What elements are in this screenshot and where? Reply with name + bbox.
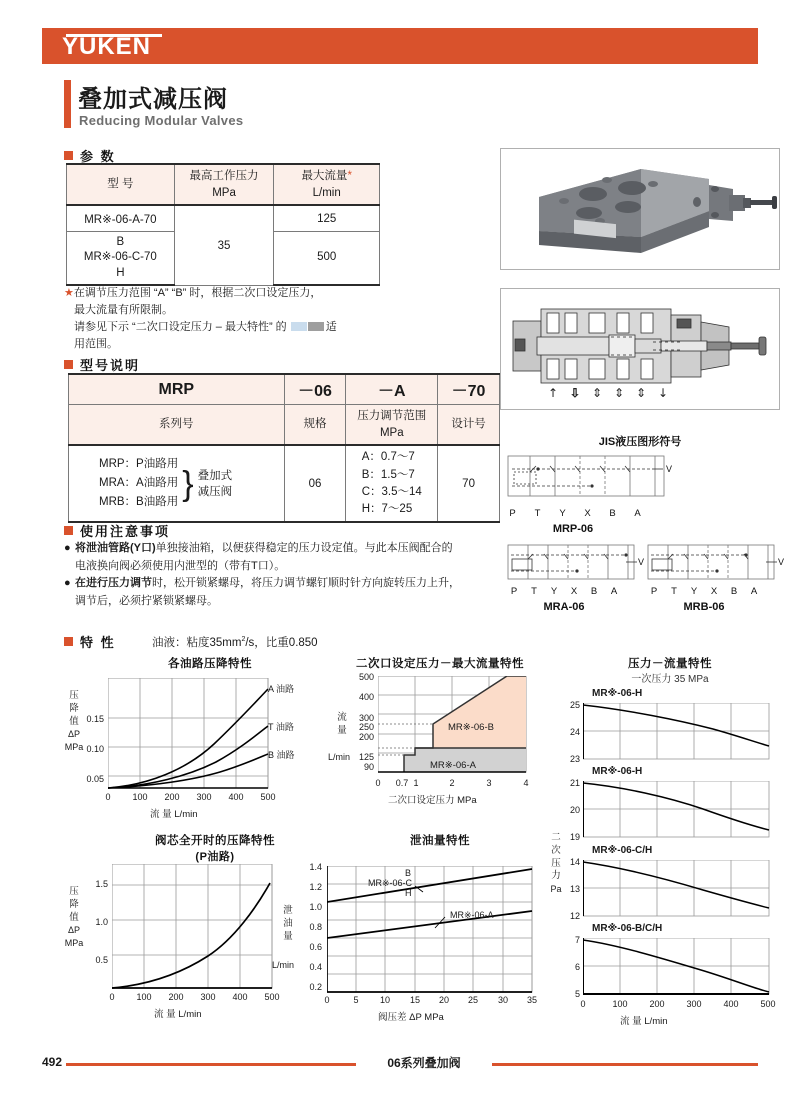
chart-8-xtick-300: 300 — [686, 999, 702, 1009]
param-footnote — [64, 285, 400, 353]
svg-text:⇩: ⇩ — [569, 386, 581, 400]
port-y: Y — [559, 508, 566, 519]
oil-note-sup: 2 — [241, 636, 246, 644]
chart-title-2: 二次口设定压力－最大流量特性 — [356, 658, 524, 670]
chart-1-label-b: B 油路 — [268, 750, 295, 760]
chart-4-xtick-0: 0 — [324, 995, 330, 1005]
chart-7-ytick-13: 13 — [569, 884, 580, 894]
chart-title-4: 泄油量特性 — [410, 835, 470, 847]
cutaway-diagram-frame — [500, 288, 780, 410]
chart-right-ylabel: 二 次 压 力 Pa — [550, 832, 562, 895]
model-design-value: 70 — [438, 445, 500, 522]
svg-text:↓: ↓ — [657, 386, 669, 400]
symbol-mrp-ports — [500, 508, 650, 519]
chart-8-xtick-400: 400 — [723, 999, 739, 1009]
model-code-range: －A — [346, 374, 438, 405]
chart-3-ytick-05: 0.5 — [95, 955, 108, 965]
chart-2-ylabel: 流 量 — [337, 712, 347, 736]
footnote-line-2: 最大流量有所限制。 — [74, 304, 173, 317]
svg-text:V: V — [778, 557, 785, 567]
chart-4-xtick-5: 5 — [353, 995, 359, 1005]
chart-4-xtick-35: 35 — [526, 995, 537, 1005]
bullet-icon: ● — [64, 542, 71, 554]
symbol-mra-06 — [500, 540, 648, 588]
chart-2-ytick-90: 90 — [363, 762, 374, 772]
chart-pressure-flow-sub: 一次压力 35 MPa — [631, 674, 709, 685]
symbol-caption-mrp: MRP-06 — [552, 523, 594, 535]
chart-5-ytick-23: 23 — [569, 754, 580, 764]
param-th-flow-unit: L/min — [312, 186, 341, 199]
param-flow-bch: 500 — [274, 231, 380, 285]
chart-8-xtick-0: 0 — [580, 999, 586, 1009]
port-p: P — [510, 586, 518, 597]
list-item: B：1.5～7 — [361, 468, 415, 481]
parameter-table — [66, 163, 380, 286]
chart-3-xtick-500: 500 — [264, 992, 280, 1002]
chart-1-xtick-200: 200 — [164, 792, 180, 802]
chart-title-pressure-flow: 压力－流量特性 — [628, 658, 712, 670]
param-model-b: B — [116, 235, 125, 248]
port-b: B — [590, 586, 598, 597]
chart-4-label-h: H — [405, 888, 412, 898]
chart-6-ytick-19: 19 — [569, 832, 580, 842]
chart-4-xlabel: 阀压差 ΔP MPa — [378, 1012, 444, 1023]
section-heading-params: 参 数 — [64, 146, 116, 165]
param-th-model: 型 号 — [67, 164, 175, 205]
chart-4-plot — [327, 866, 542, 998]
jis-symbol-title: JIS液压图形符号 — [598, 436, 682, 448]
svg-text:⇕: ⇕ — [613, 386, 625, 400]
symbol-caption-mrb: MRB-06 — [683, 601, 725, 613]
chart-8-ytick-7: 7 — [574, 935, 580, 945]
chart-3-ytick-15: 1.5 — [95, 879, 108, 889]
footnote-text-3a: 请参见下示 “二次口设定压力 – 最大特性” 的 — [74, 321, 287, 334]
chart-3-xtick-300: 300 — [200, 992, 216, 1002]
star-icon: ★ — [64, 287, 74, 299]
chart-5-label: MR※-06-H — [592, 688, 643, 699]
chart-8-label: MR※-06-B/C/H — [592, 923, 663, 934]
series-tag-line2: 减压阀 — [197, 485, 233, 498]
symbol-mrb-06 — [640, 540, 788, 588]
svg-text:V: V — [666, 464, 673, 474]
param-flow-a: 125 — [274, 205, 380, 231]
usage-2-bold-a: 在进行 — [75, 577, 108, 590]
legend-swatch-b — [308, 322, 324, 331]
model-code-design: －70 — [438, 374, 500, 405]
chart-4-ytick-10: 1.0 — [309, 902, 322, 912]
chart-1-xtick-500: 500 — [260, 792, 276, 802]
usage-note-2 — [64, 575, 494, 610]
port-b: B — [730, 586, 738, 597]
section-heading-characteristics: 特 性 — [64, 632, 116, 651]
chart-8-ytick-5: 5 — [574, 989, 580, 999]
footnote-text-1: 在调节压力范围 “A” “B” 时，根据二次口设定压力， — [73, 287, 322, 299]
chart-7-plot — [583, 860, 778, 920]
chart-1-xtick-100: 100 — [132, 792, 148, 802]
chart-2-xlabel: 二次口设定压力 MPa — [388, 795, 477, 806]
section-heading-usage: 使用注意事项 — [64, 521, 170, 540]
port-b: B — [609, 508, 616, 519]
chart-1-label-a: A 油路 — [268, 684, 295, 694]
port-p: P — [509, 508, 516, 519]
chart-6-ytick-20: 20 — [569, 805, 580, 815]
chart-4-ytick-06: 0.6 — [309, 942, 322, 952]
footer-title: 06系列叠加阀 — [387, 1056, 461, 1070]
chart-3-xtick-400: 400 — [232, 992, 248, 1002]
chart-2-xtick-1: 1 — [413, 778, 419, 788]
chart-4-ytick-08: 0.8 — [309, 922, 322, 932]
chart-2-yunit: L/min — [328, 752, 351, 762]
chart-6-ytick-21: 21 — [569, 778, 580, 788]
symbol-mrp-06 — [500, 450, 680, 510]
series-tag-line1: 叠加式 — [197, 469, 233, 482]
symbol-mrb-ports — [644, 586, 764, 597]
chart-4-xtick-20: 20 — [438, 995, 449, 1005]
chart-2-xtick-3: 3 — [486, 778, 492, 788]
chart-4-ytick-14: 1.4 — [309, 862, 322, 872]
chart-1-xtick-400: 400 — [228, 792, 244, 802]
model-label-range-unit: MPa — [379, 426, 404, 439]
list-item: A：0.7～7 — [361, 451, 415, 464]
param-model-a: MR※-06-A-70 — [67, 205, 175, 231]
chart-1-xtick-0: 0 — [105, 792, 111, 802]
chart-2-ytick-500: 500 — [358, 672, 374, 682]
model-code-size: －06 — [284, 374, 346, 405]
chart-5-ytick-24: 24 — [569, 727, 580, 737]
port-t: T — [671, 586, 677, 597]
svg-text:↑: ↑ — [547, 386, 559, 400]
chart-4-label-c: MR※-06-C — [368, 878, 413, 888]
chart-4-xtick-30: 30 — [497, 995, 508, 1005]
model-label-design: 设计号 — [438, 405, 500, 446]
symbol-caption-mra: MRA-06 — [543, 601, 585, 613]
chart-2-xtick-4: 4 — [523, 778, 529, 788]
chart-4-xtick-10: 10 — [379, 995, 390, 1005]
chart-8-ytick-6: 6 — [574, 962, 580, 972]
param-th-flow-star: * — [347, 170, 352, 182]
chart-1-ylabel: 压 降 值 ΔP MPa — [64, 690, 84, 752]
chart-4-yunit: L/min — [272, 960, 295, 970]
chart-4-label-b: B — [405, 868, 412, 878]
oil-specification-note — [152, 634, 318, 650]
chart-1-ytick-015: 0.15 — [86, 714, 104, 724]
oil-note-pre: 油液：粘度35mm — [152, 637, 242, 649]
chart-1-xtick-300: 300 — [196, 792, 212, 802]
model-label-series: 系列号 — [69, 405, 285, 446]
param-model-h: H — [116, 266, 125, 279]
usage-1-line2: 电液换向阀必须使用内泄型的（带有T口）。 — [75, 559, 286, 572]
symbol-mra-ports — [504, 586, 624, 597]
usage-1-bold: 将泄油管路(Y口) — [75, 542, 156, 554]
title-accent-bar — [64, 80, 71, 128]
chart-2-xtick-0: 0 — [375, 778, 381, 788]
footnote-line-4: 用范围。 — [74, 338, 118, 351]
chart-3-xtick-100: 100 — [136, 992, 152, 1002]
page-title: 叠加式减压阀 — [78, 86, 228, 113]
page-number: 492 — [42, 1055, 63, 1069]
chart-2-ytick-300: 300 — [358, 713, 374, 723]
chart-7-ytick-12: 12 — [569, 911, 580, 921]
port-x: X — [584, 508, 591, 519]
chart-3-xlabel: 流 量 L/min — [154, 1009, 202, 1020]
model-series-tag — [198, 468, 233, 500]
product-photo — [501, 149, 779, 269]
port-t: T — [531, 586, 537, 597]
chart-1-ytick-005: 0.05 — [86, 774, 104, 784]
page-subtitle: Reducing Modular Valves — [79, 113, 244, 128]
chart-7-ytick-14: 14 — [569, 857, 580, 867]
usage-notes — [64, 540, 494, 610]
param-th-pressure — [174, 164, 274, 205]
model-size-value: 06 — [284, 445, 346, 522]
model-code-series: MRP — [69, 374, 285, 405]
model-code-table — [68, 373, 500, 523]
chart-2-region-a-label: MR※-06-A — [430, 760, 476, 771]
param-model-c: MR※-06-C-70 — [83, 251, 157, 264]
chart-1-xlabel: 流 量 L/min — [150, 809, 198, 820]
chart-title-1: 各油路压降特性 — [168, 658, 252, 670]
port-a: A — [610, 586, 618, 597]
chart-2-ytick-250: 250 — [358, 722, 374, 732]
list-item: MRP：P油路用 — [99, 458, 179, 471]
chart-2-xtick-07: 0.7 — [395, 778, 409, 788]
chart-4-xtick-15: 15 — [409, 995, 420, 1005]
chart-4-ytick-12: 1.2 — [309, 882, 322, 892]
chart-8-xtick-200: 200 — [649, 999, 665, 1009]
port-a: A — [750, 586, 758, 597]
product-photo-frame — [500, 148, 780, 270]
chart-3-ytick-10: 1.0 — [95, 917, 108, 927]
port-t: T — [534, 508, 541, 519]
footnote-text-3b: 适 — [325, 321, 337, 334]
list-item: H：7～25 — [361, 503, 413, 516]
chart-4-ytick-02: 0.2 — [309, 982, 322, 992]
param-th-pressure-main: 最高工作压力 — [189, 170, 259, 182]
oil-note-post: /s，比重0.850 — [245, 637, 318, 649]
usage-1-text: 单独接油箱，以便获得稳定的压力设定值。与此本压阀配合的 — [155, 542, 453, 554]
cutaway-diagram — [501, 289, 779, 409]
chart-sub-3: (P油路) — [195, 851, 235, 863]
chart-5-ytick-25: 25 — [569, 700, 580, 710]
section-heading-model: 型号说明 — [64, 355, 140, 374]
usage-2-line2: 调节后，必须拧紧锁紧螺母。 — [75, 594, 218, 607]
usage-2-bold-b: 压力调节 — [108, 577, 152, 590]
port-x: X — [570, 586, 578, 597]
chart-2-ytick-125: 125 — [358, 752, 374, 762]
port-x: X — [710, 586, 718, 597]
model-series-list — [99, 455, 178, 512]
usage-2-text: 时，松开锁紧螺母，将压力调节螺钉顺时针方向旋转压力上升， — [152, 577, 460, 590]
model-label-range-main: 压力调节范围 — [357, 410, 427, 422]
list-item: MRB：B油路用 — [99, 496, 179, 509]
chart-2-ytick-200: 200 — [358, 732, 374, 742]
table-row — [67, 205, 380, 231]
brace-icon: } — [182, 464, 194, 503]
legend-swatch-a — [291, 322, 307, 331]
footnote-line-3 — [64, 319, 400, 336]
chart-6-label: MR※-06-H — [592, 766, 643, 777]
chart-4-ytick-04: 0.4 — [309, 962, 322, 972]
param-model-bch — [67, 231, 175, 285]
model-label-size: 规格 — [284, 405, 346, 446]
chart-4-label-a: MR※-06-A — [450, 910, 494, 920]
model-label-range — [346, 405, 438, 446]
model-range-values — [346, 445, 438, 522]
chart-3-ylabel: 压 降 值 ΔP MPa — [64, 886, 84, 948]
chart-1-plot — [108, 678, 313, 796]
footer-rule-right — [492, 1063, 758, 1066]
yuken-logo: YUKEN — [62, 33, 152, 60]
param-th-flow — [274, 164, 380, 205]
chart-3-xtick-200: 200 — [168, 992, 184, 1002]
port-a: A — [634, 508, 641, 519]
chart-2-xtick-2: 2 — [449, 778, 455, 788]
chart-8-xtick-100: 100 — [612, 999, 628, 1009]
model-series-cell — [69, 445, 285, 522]
chart-8-xlabel: 流 量 L/min — [620, 1016, 668, 1027]
chart-title-3: 阀芯全开时的压降特性 — [155, 835, 275, 847]
chart-1-ytick-010: 0.10 — [86, 744, 104, 754]
footer-rule-left — [66, 1063, 356, 1066]
port-y: Y — [550, 586, 558, 597]
port-p: P — [650, 586, 658, 597]
port-y: Y — [690, 586, 698, 597]
svg-text:⇕: ⇕ — [591, 386, 603, 400]
bullet-icon: ● — [64, 577, 71, 590]
chart-1-label-t: T 油路 — [268, 722, 294, 732]
chart-4-xtick-25: 25 — [467, 995, 478, 1005]
chart-2-region-b-label: MR※-06-B — [448, 722, 494, 733]
param-pressure-value: 35 — [174, 205, 274, 285]
chart-3-xtick-0: 0 — [109, 992, 115, 1002]
svg-text:V: V — [638, 557, 645, 567]
footnote-line-1 — [64, 285, 400, 302]
chart-8-plot — [583, 938, 778, 998]
param-th-flow-main: 最大流量 — [301, 170, 348, 182]
chart-7-label: MR※-06-C/H — [592, 845, 653, 856]
svg-text:⇕: ⇕ — [635, 386, 647, 400]
chart-2-ytick-400: 400 — [358, 692, 374, 702]
param-th-pressure-unit: MPa — [212, 186, 236, 199]
chart-4-ylabel: 泄 油 量 — [283, 905, 293, 942]
usage-note-1 — [64, 540, 494, 575]
chart-8-xtick-500: 500 — [760, 999, 776, 1009]
table-row — [69, 445, 500, 522]
list-item: C：3.5～14 — [361, 485, 422, 498]
chart-5-plot — [583, 703, 778, 763]
chart-6-plot — [583, 781, 778, 841]
list-item: MRA：A油路用 — [99, 477, 179, 490]
